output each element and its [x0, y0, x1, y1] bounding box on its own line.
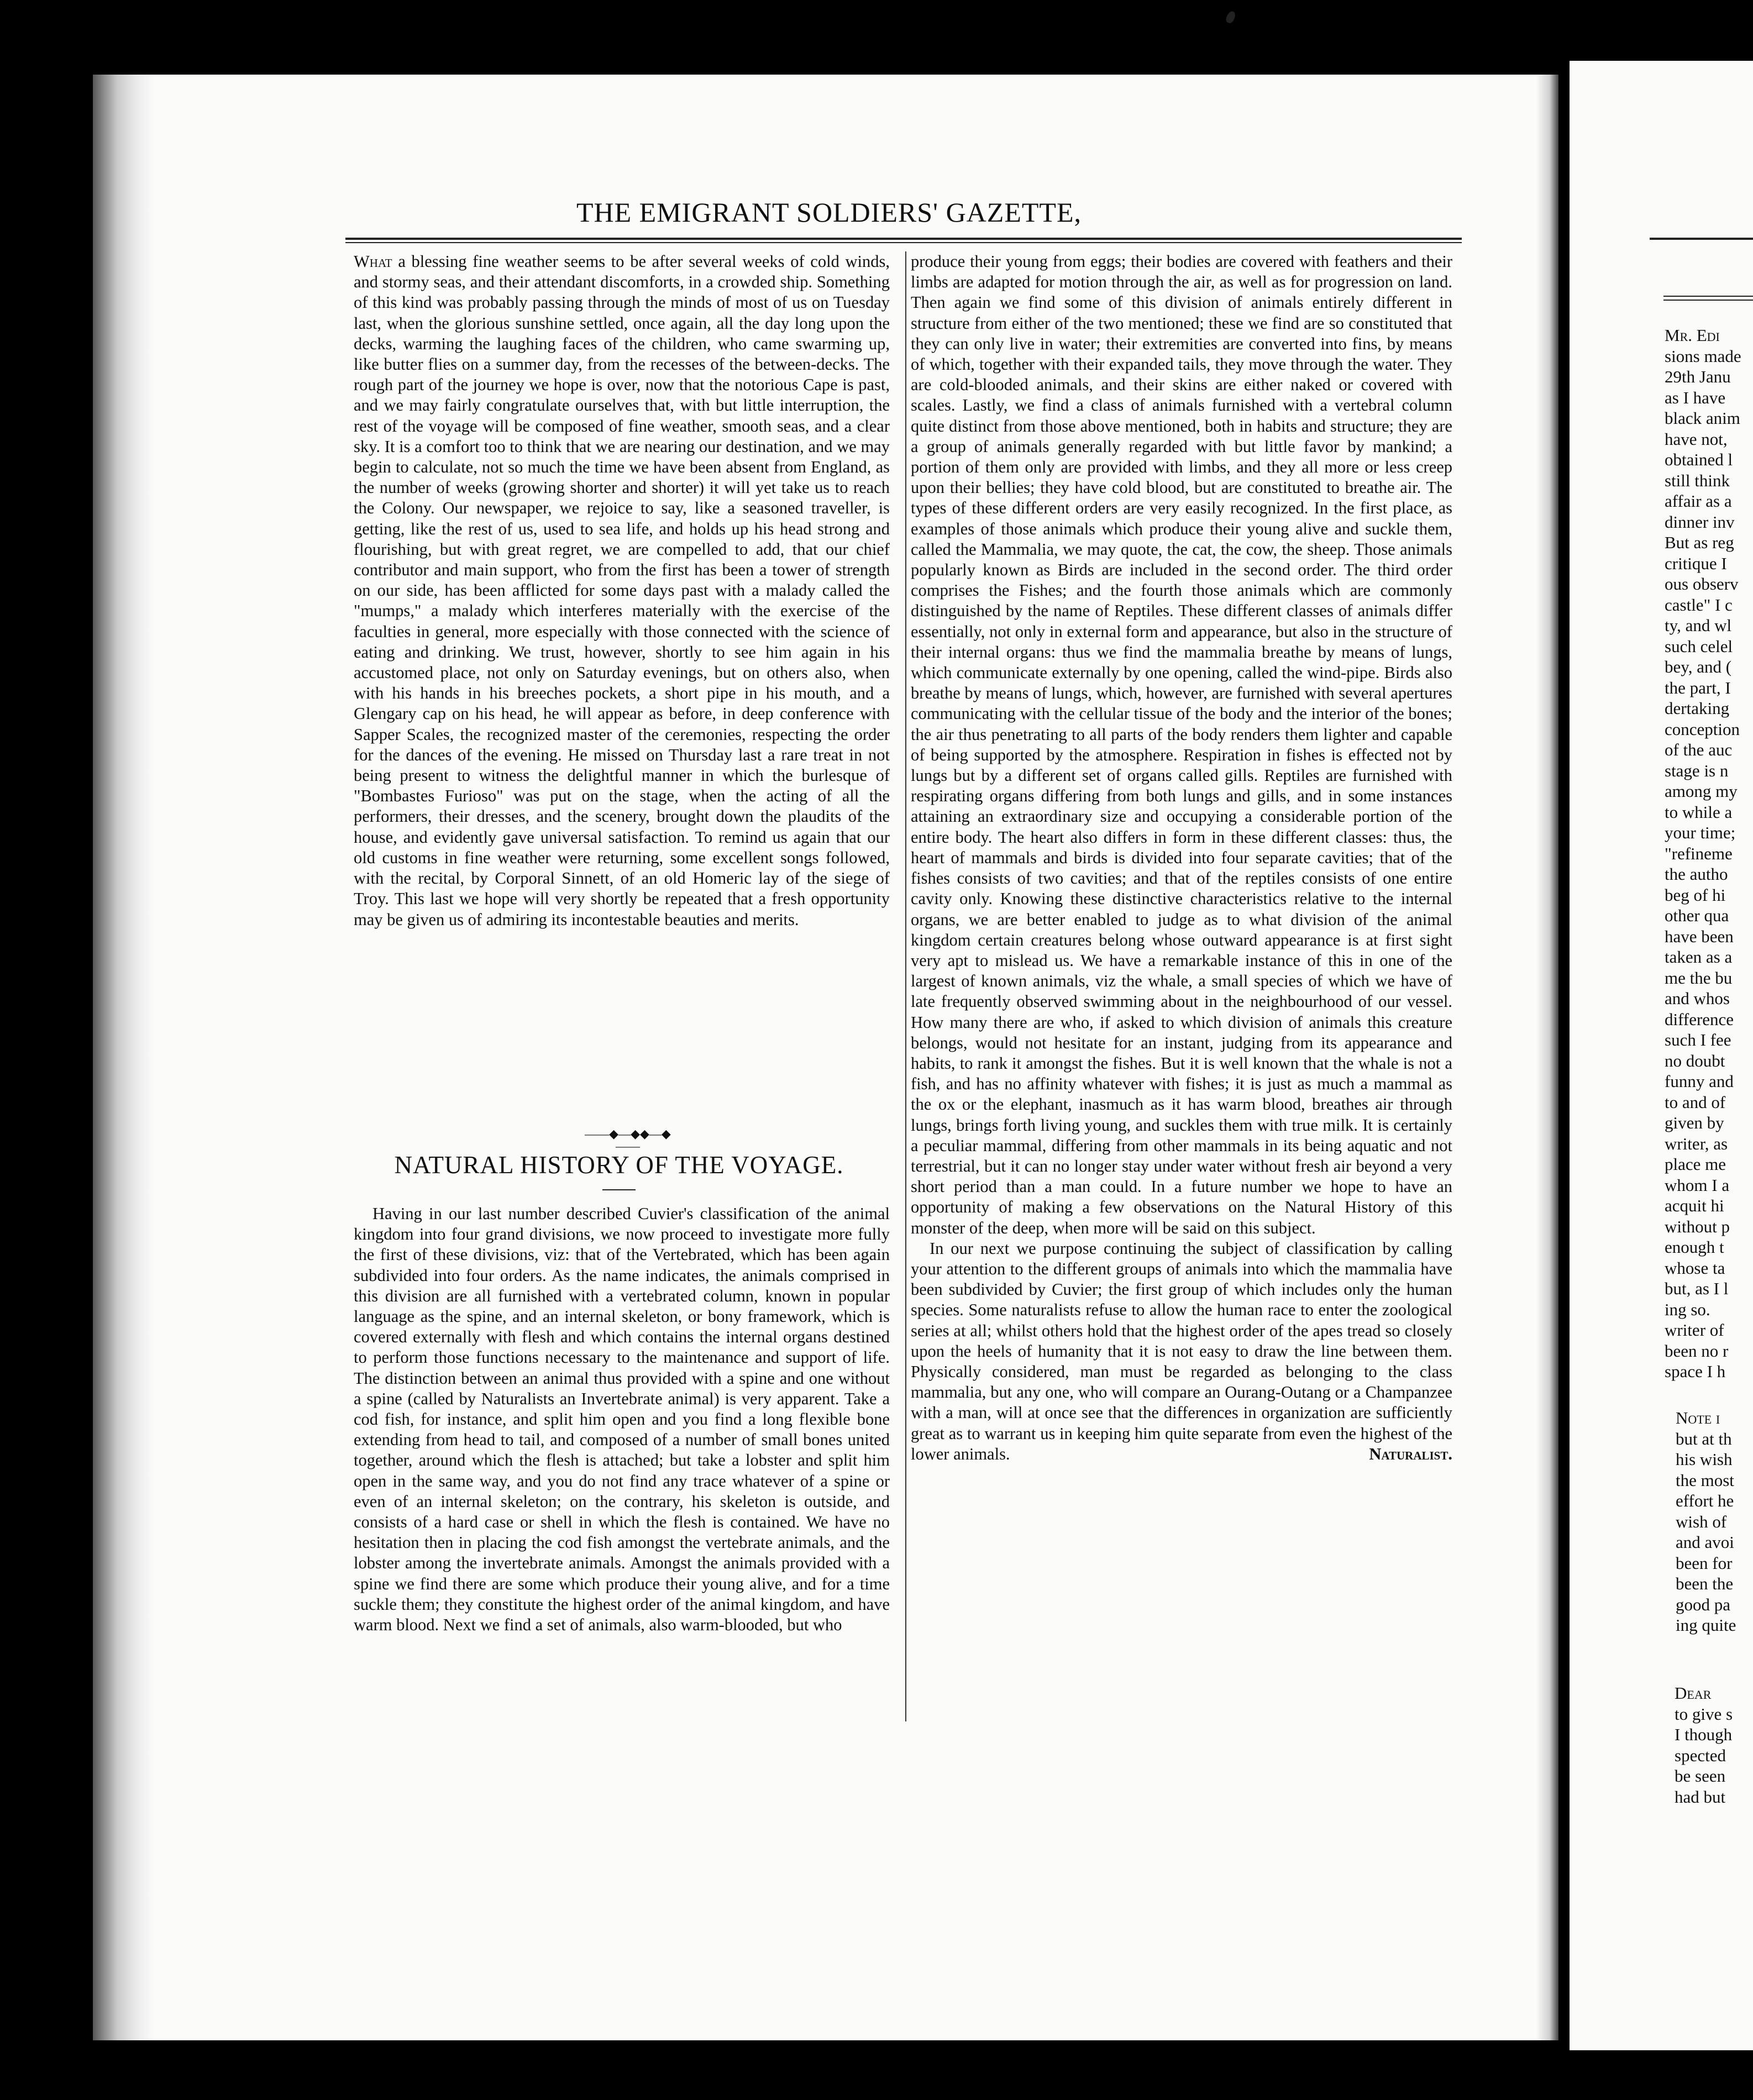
right-page-fragment-1 — [1665, 325, 1753, 1382]
lead-opening-word: What — [354, 252, 392, 271]
fragment-line: bey, and ( — [1665, 657, 1732, 676]
fragment-line: acquit hi — [1665, 1196, 1724, 1215]
fragment-line: as I have — [1665, 387, 1726, 407]
fragment-line: be seen — [1675, 1766, 1726, 1786]
fragment-line: castle" I c — [1665, 595, 1733, 615]
fragment-line: wish of — [1676, 1511, 1727, 1531]
fragment-line: "refineme — [1665, 843, 1733, 863]
fragment-line: no doubt — [1665, 1051, 1725, 1070]
fragment-line: funny and — [1665, 1072, 1734, 1091]
natural-history-paragraph: In our next we purpose continuing the subject of classification by calling your attention to the different groups of animals into which the mammalia have been subdivided by Cuvier; the first group of which includes only the human species. Some naturalists refuse to allow the human race to enter the zoological series at all; whilst others hold that the highest order of the apes tread so closely upon the heels of humanity that it is not easy to draw the line between them. Physically considered, man must be regarded as belonging to the class mammalia, but any one, who will compare an Ourang-Outang or a Champanzee with a man, will at once see that the differences in organization are sufficiently great as to warrant us in keeping him quite separate from even the highest of the lower animals. — [911, 1238, 1452, 1463]
fragment-line: such I fee — [1665, 1030, 1731, 1049]
right-page-rule — [1663, 296, 1753, 297]
fragment-line: the most — [1676, 1470, 1734, 1490]
natural-history-column-1 — [354, 1204, 890, 1635]
fragment-line: enough t — [1665, 1237, 1724, 1257]
fragment-line: been the — [1676, 1574, 1734, 1593]
author-signature: Naturalist. — [1369, 1444, 1452, 1463]
fragment-line: Dear — [1675, 1683, 1712, 1703]
page-gutter-shadow — [1536, 75, 1558, 2040]
fragment-line: But as reg — [1665, 533, 1734, 552]
fragment-line: critique I — [1665, 553, 1727, 573]
fragment-line: ing so. — [1665, 1299, 1710, 1319]
fragment-line: whose ta — [1665, 1258, 1725, 1278]
fragment-line: and avoi — [1676, 1532, 1734, 1552]
right-page-rule — [1663, 300, 1753, 301]
fragment-line: your time; — [1665, 823, 1736, 842]
fragment-line: sions made — [1665, 346, 1741, 366]
fragment-line: had but — [1675, 1787, 1726, 1807]
fragment-line: been for — [1676, 1553, 1733, 1573]
fragment-line: whom I a — [1665, 1175, 1730, 1195]
fragment-line: dinner inv — [1665, 512, 1735, 532]
fragment-line: beg of hi — [1665, 885, 1726, 905]
fragment-line: such celel — [1665, 636, 1733, 656]
fragment-line: dertaking — [1665, 699, 1730, 718]
fragment-line: and whos — [1665, 989, 1730, 1008]
fragment-line: effort he — [1676, 1491, 1734, 1510]
fragment-line: place me — [1665, 1154, 1726, 1174]
fragment-line: but, as I l — [1665, 1279, 1729, 1298]
fragment-line: taken as a — [1665, 947, 1733, 967]
fragment-line: conception — [1665, 719, 1740, 739]
ink-speck — [1225, 10, 1237, 24]
natural-history-paragraph: produce their young from eggs; their bodies are covered with feathers and their limbs are adapted for motion through the air, as well as for progression on land. Then again we find some of this division of animals entirely different in structure from either of the two mentioned; these we find are so constituted that they can only live in water; their extremities are converted into fins, by means of which, together with their expanded tails, they move through the water. They are cold-blooded animals, and their skins are either naked or covered with scales. Lastly, we find a class of animals furnished with a vertebral column quite distinct from those above mentioned, both in habits and structure; they are a group of animals generally regarded with but little favor by mankind; a portion of them only are provided with limbs, and they all more or less creep upon their bellies; they have cold blood, but are constituted to breathe air. The types of these different orders are very easily recognized. In the first place, as examples of those animals which produce their young alive and suckle them, called the Mammalia, we may quote, the cat, the cow, the sheep. Those animals popularly known as Birds are included in the second order. The third order comprises the Fishes; and the fourth those animals which are commonly distinguished by the name of Reptiles. These different classes of animals differ essentially, not only in external form and appearance, but also in the structure of their internal organs: thus we find the mammalia breathe by means of lungs, which communicate externally by one opening, called the wind-pipe. Birds also breathe by means of lungs, which, however, are furnished with several apertures communicating with the cellular tissue of the body and the interior of the bones; the air thus penetrating to all parts of the body renders them lighter and capable of being supported by the atmosphere. Respiration in fishes is effected not by lungs but by a different set of organs called gills. Reptiles are furnished with respirating organs differing from both lungs and gills, and in some instances attaining an extraordinary size and occupying a considerable portion of the entire body. The heart also differs in form in these different classes: thus, the heart of mammals and birds is divided into four separate cavities; that of the fishes consists of two cavities; and that of the reptiles consists of one entire cavity only. Knowing these distinctive characteristics relative to the internal organs, we are better enabled to judge as to what division of the animal kingdom certain creatures belong whose outward appearance is at first sight very apt to mislead us. We have a remarkable instance of this in one of the largest of known animals, viz the whale, a small species of which we have of late frequently observed swimming about in the neighbourhood of our vessel. How many there are who, if asked to which division of animals this creature belongs, would not hesitate for an instant, judging from its appearance and habits, to rank it amongst the fishes. But it is well known that the whale is not a fish, and has no affinity whatever with fishes; it is just as much a mammal as the ox or the elephant, inasmuch as it has warm blood, breathes air through lungs, brings forth living young, and suckles them with true milk. It is certainly a peculiar mammal, differing from other mammals in its being aquatic and not terrestrial, but it can no longer stay under water without fresh air beyond a very short period than a man could. In a future number we hope to have an opportunity of making a few observations on the Natural History of this monster of the deep, when more will be said on this subject. — [911, 252, 1452, 1237]
fragment-line: Mr. Edi — [1665, 326, 1720, 345]
fragment-line: of the auc — [1665, 740, 1733, 759]
fragment-line: difference — [1665, 1009, 1734, 1029]
lead-article — [354, 251, 890, 930]
fragment-line: ing quite — [1676, 1615, 1736, 1635]
fragment-line: writer, as — [1665, 1133, 1728, 1153]
right-page-fragment-3 — [1675, 1683, 1753, 1807]
masthead-rule — [345, 238, 1462, 240]
section-title: NATURAL HISTORY OF THE VOYAGE. — [394, 1151, 844, 1179]
fragment-line: among my — [1665, 781, 1738, 801]
fragment-line: affair as a — [1665, 491, 1732, 511]
right-page-fragment-2 — [1676, 1408, 1753, 1636]
lead-article-text: a blessing fine weather seems to be after several weeks of cold winds, and stormy seas, and their attendant discomforts, in a crowded ship. Something of this kind was probably passing through the minds of most of us on Tuesday last, when the glorious sunshine settled, once again, all the day long upon the decks, warming the laughing faces of the children, who came swarming up, like butter flies on a summer day, from the recesses of the between-decks. The rough part of the journey we hope is over, now that the notorious Cape is past, and we may fairly congratulate ourselves that, with but little interruption, the rest of the voyage will be composed of fine weather, smooth seas, and a clear sky. It is a comfort too to think that we are nearing our destination, and we may begin to calculate, not so much the time we have been absent from England, as the number of weeks (growing shorter and shorter) it will yet take us to reach the Colony. Our newspaper, we rejoice to say, like a seasoned traveller, is getting, like the rest of us, used to sea life, and holds up his head strong and flourishing, but with great regret, we are compelled to add, that our chief contributor and main support, who from the first has been a tower of strength on our side, has been afflicted for some days past with a malady called the "mumps," a malady which interferes materially with the exercise of the faculties in general, more especially with those connected with the science of eating and drinking. We trust, however, shortly to see him again in his accustomed place, not only on Saturday evenings, but on others also, when with his hands in his breeches pockets, a short pipe in his mouth, and a Glengary cap on his head, he will appear as before, in deep conference with Sapper Scales, the recognized master of the ceremonies, respecting the order for the dances of the evening. He missed on Thursday last a rare treat in not being present to witness the delightful manner in which the burlesque of "Bombastes Furioso" was put on the stage, when the acting of all the performers, their dresses, and the scenery, brought down the plaudits of the house, and evidently gave universal satisfaction. To remind us again that our old customs in fine weather were returning, some excellent songs followed, with the recital, by Corporal Sinnett, of an old Homeric lay of the siege of Troy. This last we hope will very shortly be repeated that a fresh opportunity may be given us of admiring its incontestable beauties and merits. — [354, 252, 890, 929]
page-binding-shadow — [93, 75, 154, 2040]
fragment-line: have not, — [1665, 429, 1728, 449]
title-underline — [602, 1189, 636, 1190]
fragment-line: ty, and wl — [1665, 616, 1732, 635]
fragment-line: spected — [1675, 1745, 1726, 1765]
section-ornament: ——◆—◆◆—◆—— — [585, 1127, 671, 1153]
masthead-rule-thin — [345, 242, 1462, 243]
fragment-line: me the bu — [1665, 968, 1733, 988]
fragment-line: but at th — [1676, 1429, 1732, 1448]
fragment-line: stage is n — [1665, 760, 1729, 780]
natural-history-column-2 — [911, 251, 1452, 1464]
fragment-line: to give s — [1675, 1704, 1733, 1724]
fragment-line: still think — [1665, 470, 1730, 490]
fragment-line: other qua — [1665, 906, 1729, 925]
fragment-line: given by — [1665, 1113, 1724, 1132]
masthead: THE EMIGRANT SOLDIERS' GAZETTE, — [576, 197, 1082, 228]
fragment-line: obtained l — [1665, 450, 1733, 469]
right-page-rule — [1650, 238, 1753, 240]
fragment-line: been no r — [1665, 1341, 1729, 1361]
fragment-line: the part, I — [1665, 678, 1731, 697]
fragment-line: ous observ — [1665, 574, 1739, 594]
fragment-line: Note i — [1676, 1408, 1720, 1427]
fragment-line: to and of — [1665, 1092, 1726, 1112]
fragment-line: good pa — [1676, 1594, 1731, 1614]
fragment-line: have been — [1665, 926, 1734, 946]
fragment-line: I though — [1675, 1725, 1733, 1744]
fragment-line: his wish — [1676, 1450, 1733, 1469]
natural-history-paragraph: Having in our last number described Cuvier's classification of the animal kingdom into four grand divisions, we now proceed to investigate more fully the first of these divisions, viz: that of the Vertebrated, which has been again subdivided into four orders. As the name indicates, the animals comprised in this division are all furnished with a vertebrated column, known in popular language as the spine, and an internal skeleton, or bony framework, which is covered externally with flesh and which contains the internal organs destined to perform those functions necessary to the maintenance and support of life. The distinction between an animal thus provided with a spine and one without a spine (called by Naturalists an Invertebrate animal) is very apparent. Take a cod fish, for instance, and split him open and you find a long flexible bone extending from head to tail, and composed of a number of small bones united together, around which the flesh is attached; but take a lobster and split him open in the same way, and you do not find any trace whatever of a spine or even of an internal skeleton; on the contrary, his skeleton is outside, and consists of a hard case or shell in which the flesh is contained. We have no hesitation then in placing the cod fish amongst the vertebrate animals, and the lobster among the invertebrate animals. Amongst the animals provided with a spine we find there are some which produce their young alive, and for a time suckle them; they constitute the highest order of the animal kingdom, and have warm blood. Next we find a set of animals, also warm-blooded, but who — [354, 1204, 890, 1635]
fragment-line: 29th Janu — [1665, 367, 1731, 386]
fragment-line: without p — [1665, 1216, 1730, 1236]
fragment-line: to while a — [1665, 802, 1733, 822]
column-divider — [905, 251, 906, 1721]
fragment-line: space I h — [1665, 1362, 1726, 1381]
fragment-line: writer of — [1665, 1320, 1724, 1340]
fragment-line: black anim — [1665, 408, 1740, 428]
fragment-line: the autho — [1665, 864, 1728, 884]
